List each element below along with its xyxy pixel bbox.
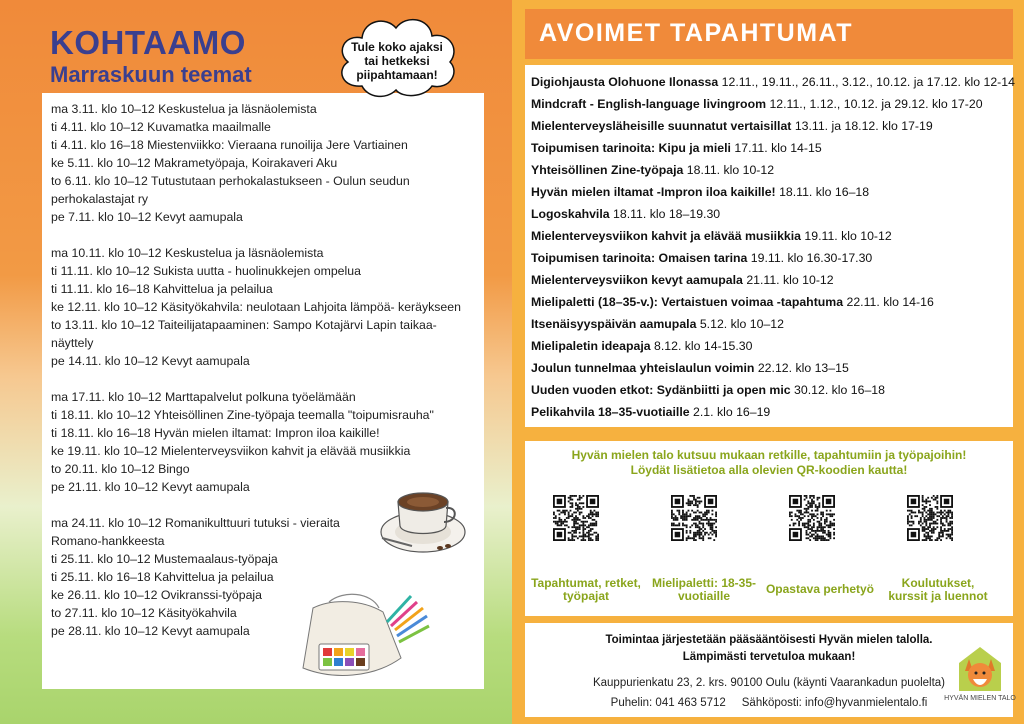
craft-supplies-icon bbox=[283, 588, 433, 691]
event-when: 5.12. klo 10–12 bbox=[699, 317, 784, 331]
logo-text: HYVÄN MIELEN TALO bbox=[944, 695, 1016, 702]
schedule-item: ti 25.11. klo 10–12 Mustemaalaus-työpaja bbox=[51, 552, 278, 566]
event-row bbox=[531, 357, 1015, 379]
qr-intro-line-1: Hyvän mielen talo kutsuu mukaan retkille, tapahtumiin ja työpajoihin! bbox=[571, 448, 967, 462]
event-name: Toipumisen tarinoita: Kipu ja mieli bbox=[531, 141, 731, 155]
event-when: 13.11. ja 18.12. klo 17-19 bbox=[794, 119, 933, 133]
event-name: Mielipaletti (18–35-v.): Vertaistuen voimaa -tapahtuma bbox=[531, 295, 844, 309]
schedule-item: ma 10.11. klo 10–12 Keskustelua ja läsnäolemista bbox=[51, 246, 324, 260]
hyvan-mielen-talo-logo bbox=[944, 641, 1016, 707]
event-row bbox=[531, 379, 1015, 401]
schedule-item: ke 12.11. klo 10–12 Käsityökahvila: neulotaan Lahjoita lämpöä- keräykseen bbox=[51, 300, 461, 314]
event-when: 18.11. klo 18–19.30 bbox=[613, 207, 721, 221]
events-list bbox=[531, 71, 1015, 423]
event-name: Mielenterveysviikon kevyt aamupala bbox=[531, 273, 743, 287]
header bbox=[50, 26, 252, 88]
contact-info bbox=[525, 673, 1013, 713]
event-row bbox=[531, 247, 1015, 269]
event-row bbox=[531, 181, 1015, 203]
info-line-1: Toimintaa järjestetään pääsääntöisesti Hyvän mielen talolla. bbox=[605, 634, 933, 646]
qr-label: Opastava perhetyö bbox=[765, 582, 875, 596]
qr-intro-line-2: Löydät lisätietoa alla olevien QR-koodien kautta! bbox=[630, 463, 908, 477]
schedule-item: ke 19.11. klo 10–12 Mielenterveysviikon kahvit ja elävää musiikkia bbox=[51, 444, 411, 458]
qr-code-icon[interactable] bbox=[789, 495, 835, 541]
fox-logo-icon bbox=[951, 641, 1009, 695]
qr-code-icon[interactable] bbox=[671, 495, 717, 541]
event-name: Yhteisöllinen Zine-työpaja bbox=[531, 163, 684, 177]
event-when: 22.12. klo 13–15 bbox=[757, 361, 849, 375]
contact-row bbox=[525, 693, 1013, 713]
schedule-item: ti 4.11. klo 10–12 Kuvamatka maailmalle bbox=[51, 120, 271, 134]
event-name: Uuden vuoden etkot: Sydänbiitti ja open mic bbox=[531, 383, 791, 397]
event-row bbox=[531, 93, 1015, 115]
event-row bbox=[531, 291, 1015, 313]
qr-label: Koulutukset, kurssit ja luennot bbox=[888, 576, 988, 603]
event-name: Joulun tunnelmaa yhteislaulun voimin bbox=[531, 361, 755, 375]
info-panel bbox=[525, 623, 1016, 717]
event-row bbox=[531, 313, 1015, 335]
schedule-item: ma 17.11. klo 10–12 Marttapalvelut polkuna työelämään bbox=[51, 390, 356, 404]
event-when: 17.11. klo 14-15 bbox=[734, 141, 822, 155]
qr-label: Tapahtumat, retket, työpajat bbox=[531, 576, 641, 603]
address: Kauppurienkatu 23, 2. krs. 90100 Oulu (käynti Vaarankadun puolelta) bbox=[592, 677, 946, 689]
event-when: 21.11. klo 10-12 bbox=[746, 273, 834, 287]
event-name: Itsenäisyyspäivän aamupala bbox=[531, 317, 697, 331]
qr-code-icon[interactable] bbox=[907, 495, 953, 541]
event-name: Digiohjausta Olohuone Ilonassa bbox=[531, 75, 719, 89]
page-subtitle: Marraskuun teemat bbox=[50, 62, 252, 87]
event-row bbox=[531, 137, 1015, 159]
event-row bbox=[531, 159, 1015, 181]
event-name: Toipumisen tarinoita: Omaisen tarina bbox=[531, 251, 748, 265]
event-when: 30.12. klo 16–18 bbox=[794, 383, 885, 397]
page-title: KOHTAAMO bbox=[50, 24, 246, 61]
speech-cloud bbox=[332, 8, 462, 100]
schedule-item: ti 18.11. klo 16–18 Hyvän mielen iltamat: Impron iloa kaikille! bbox=[51, 426, 380, 440]
qr-code-icon[interactable] bbox=[553, 495, 599, 541]
event-row bbox=[531, 401, 1015, 423]
qr-panel bbox=[525, 441, 1013, 616]
events-panel bbox=[525, 65, 1013, 427]
qr-label: Mielipaletti: 18-35-vuotiaille bbox=[651, 576, 757, 603]
event-row bbox=[531, 225, 1015, 247]
schedule-item: pe 7.11. klo 10–12 Kevyt aamupala bbox=[51, 210, 243, 224]
event-name: Pelikahvila 18–35-vuotiaille bbox=[531, 405, 690, 419]
event-when: 19.11. klo 10-12 bbox=[804, 229, 892, 243]
event-when: 2.1. klo 16–19 bbox=[693, 405, 771, 419]
event-row bbox=[531, 335, 1015, 357]
schedule-item: to 6.11. klo 10–12 Tutustutaan perhokalastukseen - Oulun seudun perhokalastajat ry bbox=[51, 174, 410, 206]
schedule-item: ti 11.11. klo 16–18 Kahvittelua ja pelailua bbox=[51, 282, 273, 296]
schedule-item: ti 18.11. klo 10–12 Yhteisöllinen Zine-työpaja teemalla "toipumisrauha" bbox=[51, 408, 434, 422]
schedule-item: ke 5.11. klo 10–12 Makrametyöpaja, Koirakaveri Aku bbox=[51, 156, 338, 170]
schedule-item: ti 4.11. klo 16–18 Miestenviikko: Vieraana runoilija Jere Vartiainen bbox=[51, 138, 408, 152]
event-row bbox=[531, 71, 1015, 93]
event-row bbox=[531, 269, 1015, 291]
event-name: Hyvän mielen iltamat -Impron iloa kaikille! bbox=[531, 185, 776, 199]
event-name: Mindcraft - English-language livingroom bbox=[531, 97, 767, 111]
schedule-item: pe 28.11. klo 10–12 Kevyt aamupala bbox=[51, 624, 250, 638]
phone: Puhelin: 041 463 5712 bbox=[610, 697, 726, 709]
event-when: 22.11. klo 14-16 bbox=[846, 295, 934, 309]
schedule-item: ti 11.11. klo 10–12 Sukista uutta - huolinukkejen ompelua bbox=[51, 264, 361, 278]
info-main bbox=[525, 632, 1013, 666]
info-line-2: Lämpimästi tervetuloa mukaan! bbox=[682, 651, 856, 663]
schedule-item: to 13.11. klo 10–12 Taiteilijatapaaminen: Sampo Kotajärvi Lapin taikaa- näyttely bbox=[51, 318, 437, 350]
schedule-item: ke 26.11. klo 10–12 Ovikranssi-työpaja bbox=[51, 588, 262, 602]
events-title: AVOIMET TAPAHTUMAT bbox=[539, 19, 853, 47]
event-row bbox=[531, 115, 1015, 137]
schedule-item: pe 14.11. klo 10–12 Kevyt aamupala bbox=[51, 354, 250, 368]
schedule-item: ma 24.11. klo 10–12 Romanikulttuuri tutuksi - vieraita Romano-hankkeesta bbox=[51, 516, 340, 548]
cloud-text: Tule koko ajaksi tai hetkeksi piipahtamaan! bbox=[351, 40, 443, 82]
event-name: Mielipaletin ideapaja bbox=[531, 339, 651, 353]
email: Sähköposti: info@hyvanmielentalo.fi bbox=[741, 697, 928, 709]
event-row bbox=[531, 203, 1015, 225]
event-when: 18.11. klo 10-12 bbox=[686, 163, 775, 177]
schedule-item: ma 3.11. klo 10–12 Keskustelua ja läsnäolemista bbox=[51, 102, 317, 116]
event-when: 12.11., 19.11., 26.11., 3.12., 10.12. ja 17.12. klo 12-14 bbox=[721, 75, 1015, 89]
schedule-item: to 27.11. klo 10–12 Käsityökahvila bbox=[51, 606, 237, 620]
events-header bbox=[525, 9, 1013, 59]
coffee-cup-icon bbox=[378, 480, 468, 565]
schedule-item: pe 21.11. klo 10–12 Kevyt aamupala bbox=[51, 480, 250, 494]
event-when: 8.12. klo 14-15.30 bbox=[654, 339, 753, 353]
event-when: 19.11. klo 16.30-17.30 bbox=[750, 251, 873, 265]
schedule-item: to 20.11. klo 10–12 Bingo bbox=[51, 462, 190, 476]
qr-intro bbox=[525, 448, 1013, 478]
event-when: 12.11., 1.12., 10.12. ja 29.12. klo 17-20 bbox=[769, 97, 983, 111]
event-name: Logoskahvila bbox=[531, 207, 610, 221]
event-name: Mielenterveysläheisille suunnatut vertaisillat bbox=[531, 119, 792, 133]
event-when: 18.11. klo 16–18 bbox=[779, 185, 870, 199]
event-name: Mielenterveysviikon kahvit ja elävää musiikkia bbox=[531, 229, 801, 243]
schedule-item: ti 25.11. klo 16–18 Kahvittelua ja pelailua bbox=[51, 570, 274, 584]
